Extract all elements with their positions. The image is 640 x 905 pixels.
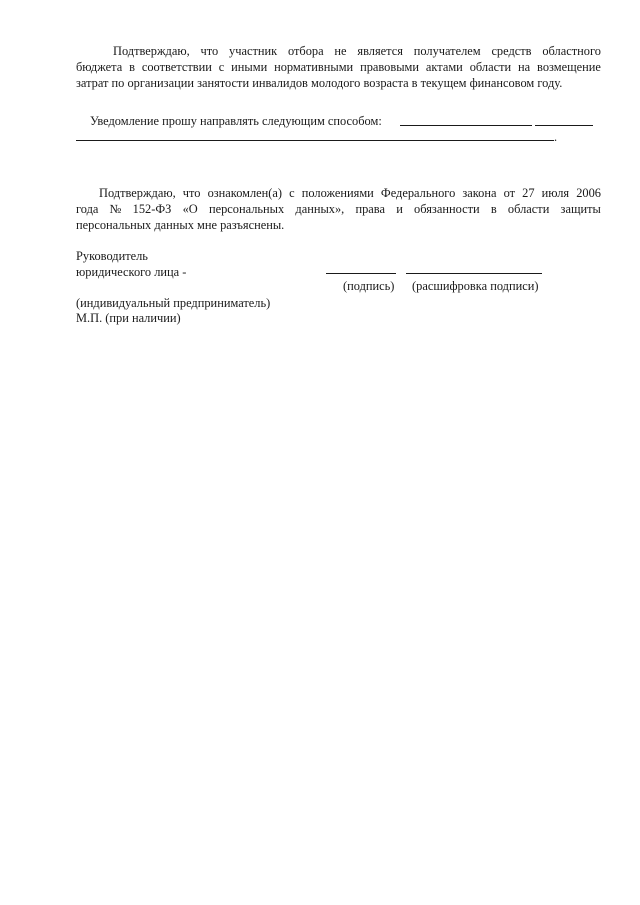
word: 27 [522, 186, 535, 200]
word: Подтверждаю, [99, 186, 176, 200]
notification-blank-3[interactable] [76, 140, 554, 141]
word: защиты [560, 202, 601, 216]
word: области [507, 202, 550, 216]
word: соответствии [141, 60, 212, 74]
word: закона [462, 186, 497, 200]
word: 152-ФЗ [132, 202, 172, 216]
word: данных», [295, 202, 345, 216]
confirmation-law-line-1 [99, 185, 601, 201]
word: года [76, 202, 99, 216]
word: области [469, 60, 512, 74]
word: № [109, 202, 122, 216]
word: права [355, 202, 385, 216]
word: иными [231, 60, 268, 74]
confirmation-funds-line-3: затрат по организации занятости инвалидов молодого возраста в текущем финансовом году. [76, 76, 563, 90]
confirmation-law-line-2 [76, 201, 601, 217]
word: средств [491, 44, 532, 58]
word: на [518, 60, 531, 74]
word: Федерального [380, 186, 456, 200]
confirmation-law-line-3: персональных данных мне разъяснены. [76, 218, 285, 232]
word: ознакомлен(а) [207, 186, 283, 200]
entrepreneur-note: (индивидуальный предприниматель) [76, 296, 271, 310]
seal-note: М.П. (при наличии) [76, 311, 181, 325]
word: с [218, 60, 225, 74]
word: с [289, 186, 295, 200]
word: Подтверждаю, [113, 44, 190, 58]
word: участник [229, 44, 278, 58]
notification-blank-2[interactable] [535, 125, 593, 126]
word: июля [541, 186, 570, 200]
signatory-title-line-2: юридического лица - [76, 265, 187, 279]
word: является [357, 44, 403, 58]
signature-transcript-caption: (расшифровка подписи) [412, 279, 539, 293]
word: актами [425, 60, 463, 74]
confirmation-funds-line-2 [76, 59, 601, 75]
word: что [200, 44, 219, 58]
word: персональных [208, 202, 285, 216]
word: получателем [413, 44, 481, 58]
signature-transcript-blank[interactable] [406, 273, 542, 274]
word: что [182, 186, 201, 200]
confirmation-funds-line-1 [113, 43, 601, 59]
notification-blank-1[interactable] [400, 125, 532, 126]
notification-label: Уведомление прошу направлять следующим способом: [90, 114, 382, 128]
word: положениями [301, 186, 374, 200]
word: в [129, 60, 135, 74]
signature-blank[interactable] [326, 273, 396, 274]
signatory-title-line-1: Руководитель [76, 249, 148, 263]
signature-caption: (подпись) [343, 279, 395, 293]
word: не [334, 44, 347, 58]
word: нормативными [274, 60, 354, 74]
word: правовыми [360, 60, 420, 74]
word: возмещение [537, 60, 601, 74]
word: обязанности [414, 202, 480, 216]
word: от [503, 186, 516, 200]
word: «О [182, 202, 198, 216]
word: и [396, 202, 403, 216]
word: 2006 [576, 186, 601, 200]
notification-tail: . [554, 130, 558, 144]
word: бюджета [76, 60, 123, 74]
word: отбора [287, 44, 324, 58]
word: в [490, 202, 497, 216]
word: областного [542, 44, 601, 58]
